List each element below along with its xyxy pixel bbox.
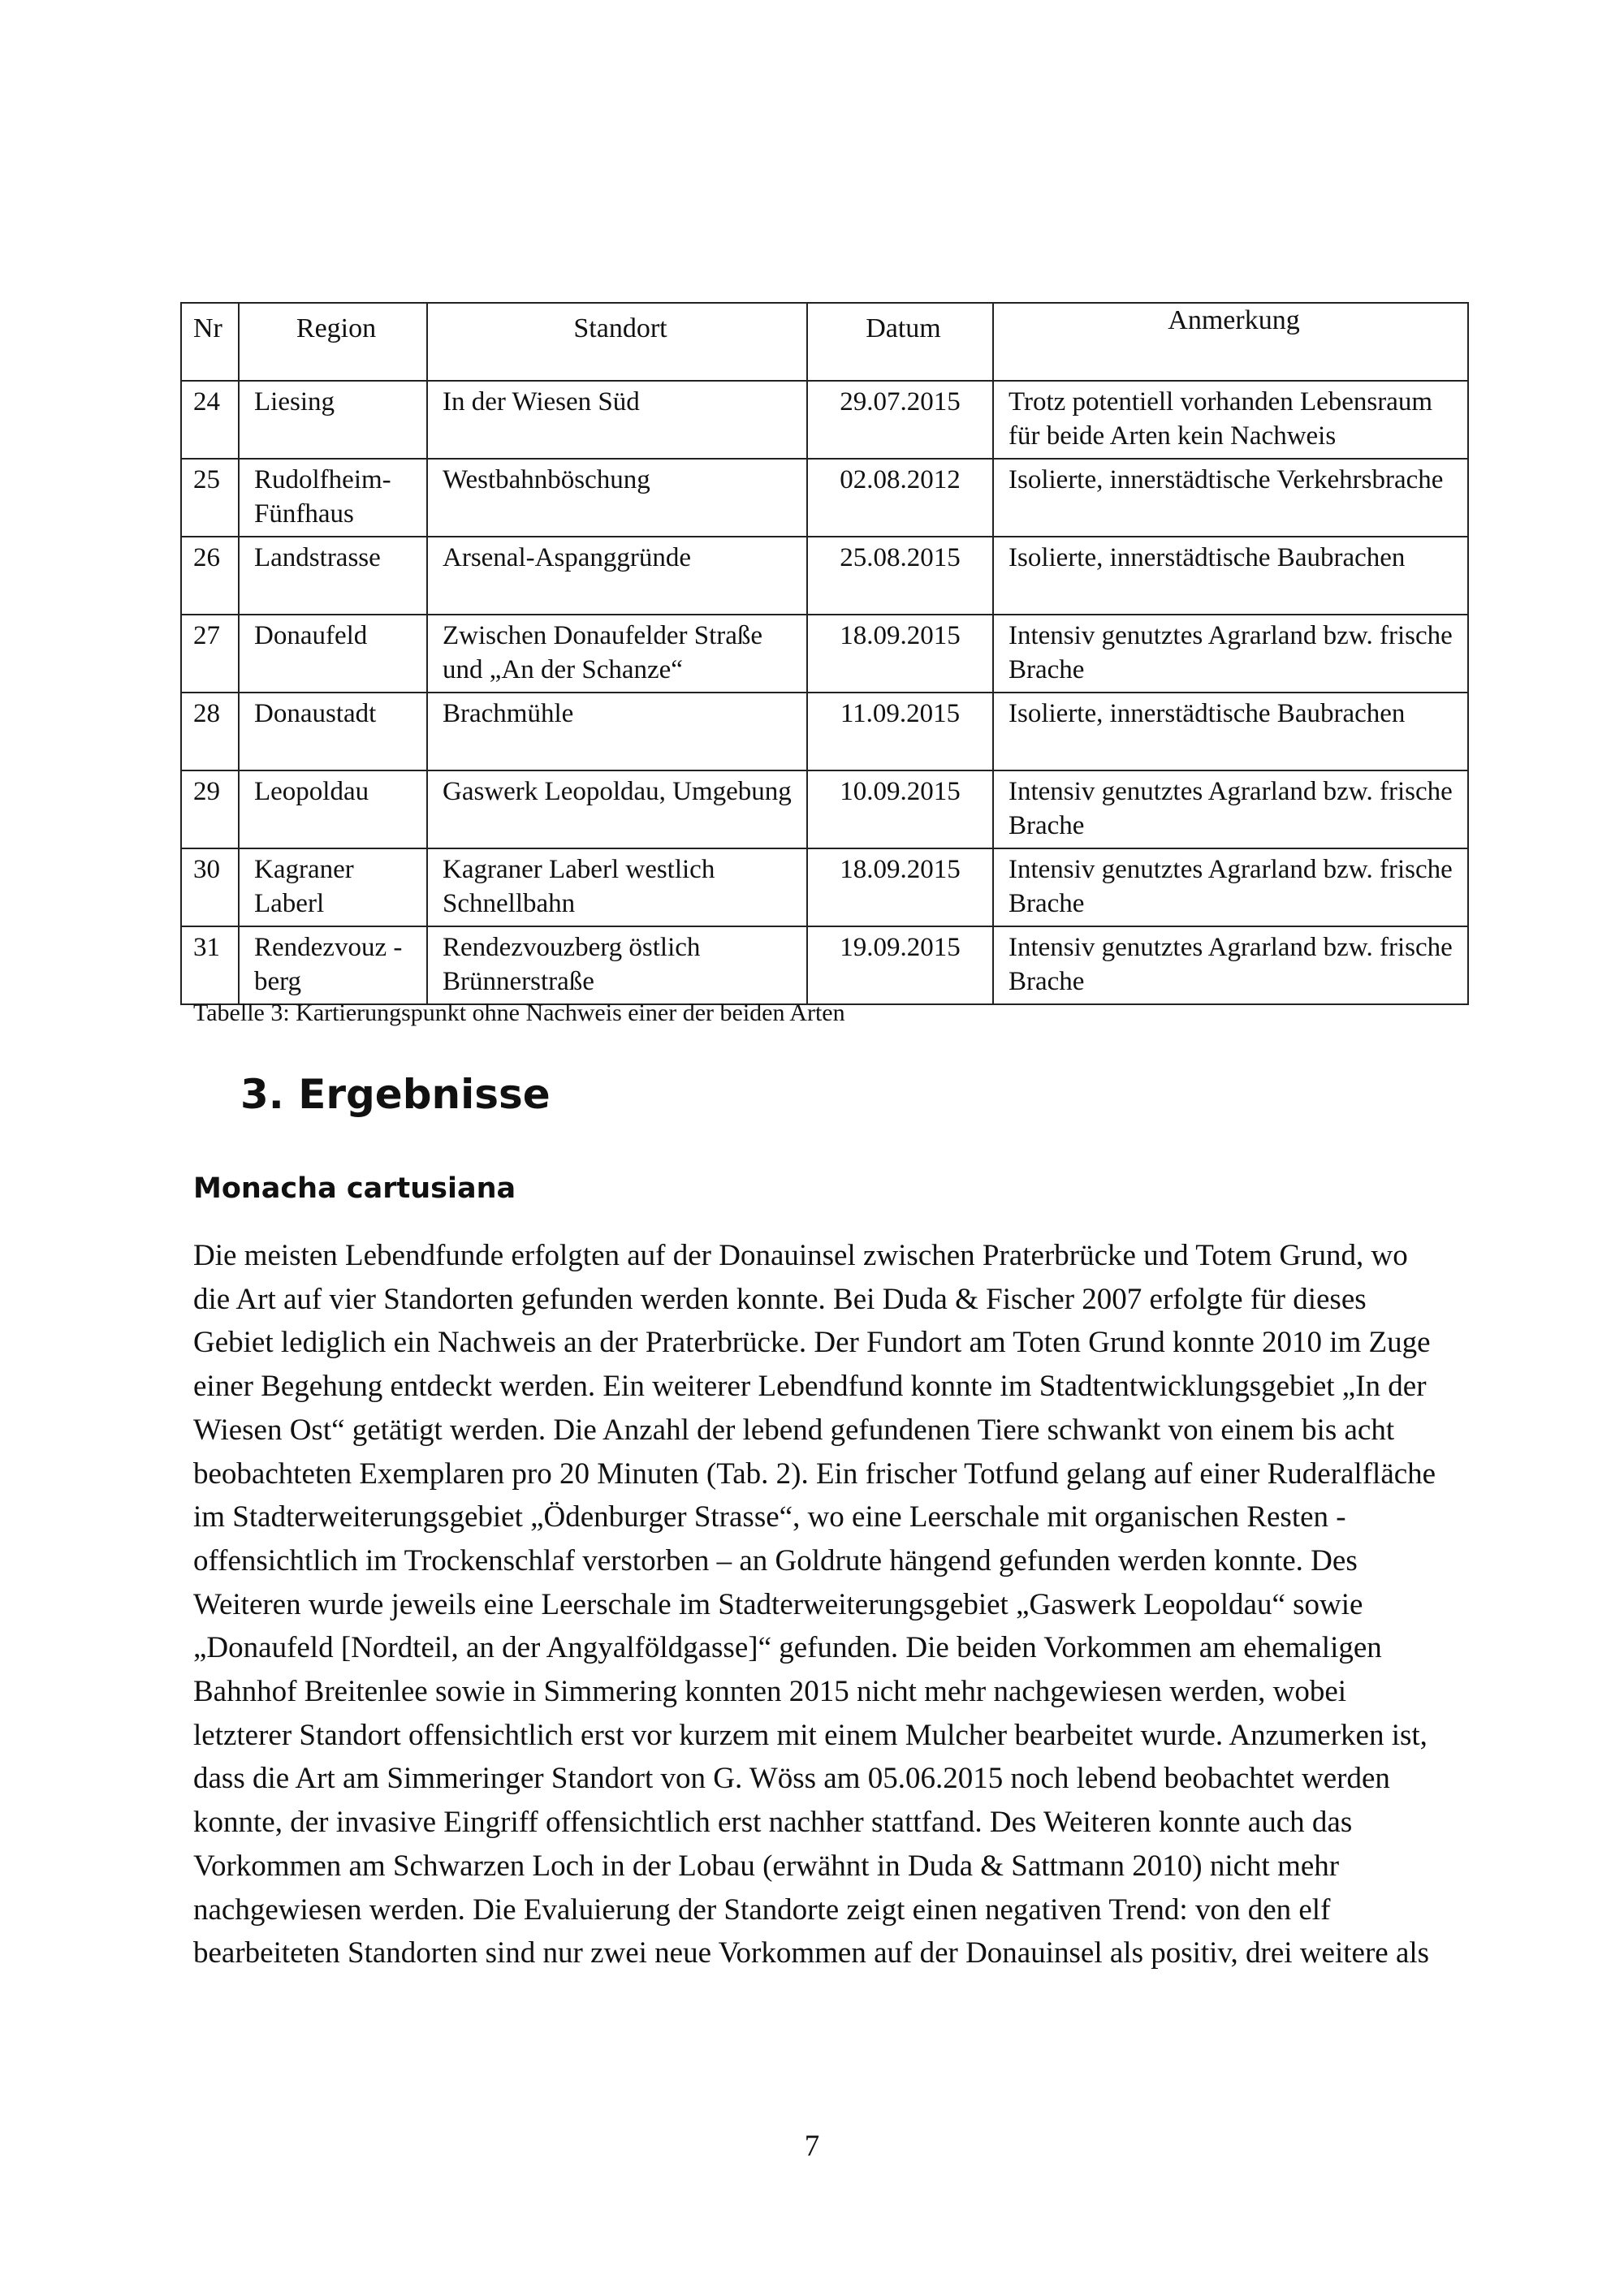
cell-region: Rendezvouz - berg xyxy=(239,926,427,1004)
cell-nr: 29 xyxy=(181,770,239,848)
cell-region: Liesing xyxy=(239,381,427,459)
cell-anmerkung: Trotz potentiell vorhanden Lebensraum für beide Arten kein Nachweis xyxy=(993,381,1468,459)
table-row xyxy=(181,537,1468,615)
cell-region: Landstrasse xyxy=(239,537,427,615)
header-region: Region xyxy=(239,303,427,381)
results-table xyxy=(180,302,1469,1005)
cell-anmerkung: Intensiv genutztes Agrarland bzw. frische Brache xyxy=(993,848,1468,926)
cell-standort: Rendezvouzberg östlich Brünnerstraße xyxy=(427,926,807,1004)
cell-datum: 25.08.2015 xyxy=(807,537,993,615)
header-nr: Nr xyxy=(181,303,239,381)
cell-standort: Westbahnböschung xyxy=(427,459,807,537)
table-caption: Tabelle 3: Kartierungspunkt ohne Nachweis einer der beiden Arten xyxy=(193,999,845,1026)
table-header-row xyxy=(181,303,1468,381)
cell-region: Kagraner Laberl xyxy=(239,848,427,926)
header-anmerkung: Anmerkung xyxy=(993,303,1468,381)
cell-nr: 26 xyxy=(181,537,239,615)
cell-datum: 18.09.2015 xyxy=(807,848,993,926)
cell-anmerkung: Isolierte, innerstädtische Baubrachen xyxy=(993,693,1468,770)
section-heading: 3. Ergebnisse xyxy=(240,1071,551,1118)
cell-region: Rudolfheim-Fünfhaus xyxy=(239,459,427,537)
cell-nr: 28 xyxy=(181,693,239,770)
cell-anmerkung: Intensiv genutztes Agrarland bzw. frische Brache xyxy=(993,926,1468,1004)
cell-region: Donaustadt xyxy=(239,693,427,770)
cell-anmerkung: Isolierte, innerstädtische Baubrachen xyxy=(993,537,1468,615)
cell-nr: 31 xyxy=(181,926,239,1004)
table-row xyxy=(181,381,1468,459)
table-row xyxy=(181,693,1468,770)
cell-nr: 25 xyxy=(181,459,239,537)
cell-region: Leopoldau xyxy=(239,770,427,848)
table-row xyxy=(181,459,1468,537)
cell-standort: Kagraner Laberl westlich Schnellbahn xyxy=(427,848,807,926)
cell-datum: 19.09.2015 xyxy=(807,926,993,1004)
cell-nr: 30 xyxy=(181,848,239,926)
table-row xyxy=(181,926,1468,1004)
sub-heading: Monacha cartusiana xyxy=(193,1172,516,1205)
body-paragraph: Die meisten Lebendfunde erfolgten auf der Donauinsel zwischen Praterbrücke und Totem Grund, wo die Art auf vier Standorten gefunden werden konnte. Bei Duda & Fischer 2007 erfolgte für dieses Gebiet lediglich ein Nachweis an der Praterbrücke. Der Fundort am Toten Grund konnte 2010 im Zuge einer Begehung entdeckt werden. Ein weiterer Lebendfund konnte im Stadtentwicklungsgebiet „In der Wiesen Ost“ getätigt werden. Die Anzahl der lebend gefundenen Tiere schwankt von einem bis acht beobachteten Exemplaren pro 20 Minuten (Tab. 2). Ein frischer Totfund gelang auf einer Ruderalfläche im Stadterweiterungsgebiet „Ödenburger Strasse“, wo eine Leerschale mit organischen Resten - offensichtlich im Trockenschlaf verstorben – an Goldrute hängend gefunden werden konnte. Des Weiteren wurde jeweils eine Leerschale im Stadterweiterungsgebiet „Gaswerk Leopoldau“ sowie „Donaufeld [Nordteil, an der Angyalföldgasse]“ gefunden. Die beiden Vorkommen am ehemaligen Bahnhof Breitenlee sowie in Simmering konnten 2015 nicht mehr nachgewiesen werden, wobei letzterer Standort offensichtlich erst vor kurzem mit einem Mulcher bearbeitet wurde. Anzumerken ist, dass die Art am Simmeringer Standort von G. Wöss am 05.06.2015 noch lebend beobachtet werden konnte, der invasive Eingriff offensichtlich erst nachher stattfand. Des Weiteren konnte auch das Vorkommen am Schwarzen Loch in der Lobau (erwähnt in Duda & Sattmann 2010) nicht mehr nachgewiesen werden. Die Evaluierung der Standorte zeigt einen negativen Trend: von den elf bearbeiteten Standorten sind nur zwei neue Vorkommen auf der Donauinsel als positiv, drei weitere als xyxy=(193,1239,1436,1970)
cell-standort: Brachmühle xyxy=(427,693,807,770)
cell-datum: 18.09.2015 xyxy=(807,615,993,693)
cell-datum: 29.07.2015 xyxy=(807,381,993,459)
table-row xyxy=(181,770,1468,848)
header-datum: Datum xyxy=(807,303,993,381)
cell-standort: In der Wiesen Süd xyxy=(427,381,807,459)
table-row xyxy=(181,615,1468,693)
cell-nr: 27 xyxy=(181,615,239,693)
cell-datum: 11.09.2015 xyxy=(807,693,993,770)
cell-standort: Arsenal-Aspanggründe xyxy=(427,537,807,615)
cell-anmerkung: Intensiv genutztes Agrarland bzw. frische Brache xyxy=(993,770,1468,848)
cell-region: Donaufeld xyxy=(239,615,427,693)
cell-standort: Gaswerk Leopoldau, Umgebung xyxy=(427,770,807,848)
page-number: 7 xyxy=(804,2130,820,2163)
table-row xyxy=(181,848,1468,926)
cell-anmerkung: Intensiv genutztes Agrarland bzw. frische Brache xyxy=(993,615,1468,693)
cell-standort: Zwischen Donaufelder Straße und „An der Schanze“ xyxy=(427,615,807,693)
cell-datum: 02.08.2012 xyxy=(807,459,993,537)
header-standort: Standort xyxy=(427,303,807,381)
cell-anmerkung: Isolierte, innerstädtische Verkehrsbrache xyxy=(993,459,1468,537)
cell-datum: 10.09.2015 xyxy=(807,770,993,848)
cell-nr: 24 xyxy=(181,381,239,459)
